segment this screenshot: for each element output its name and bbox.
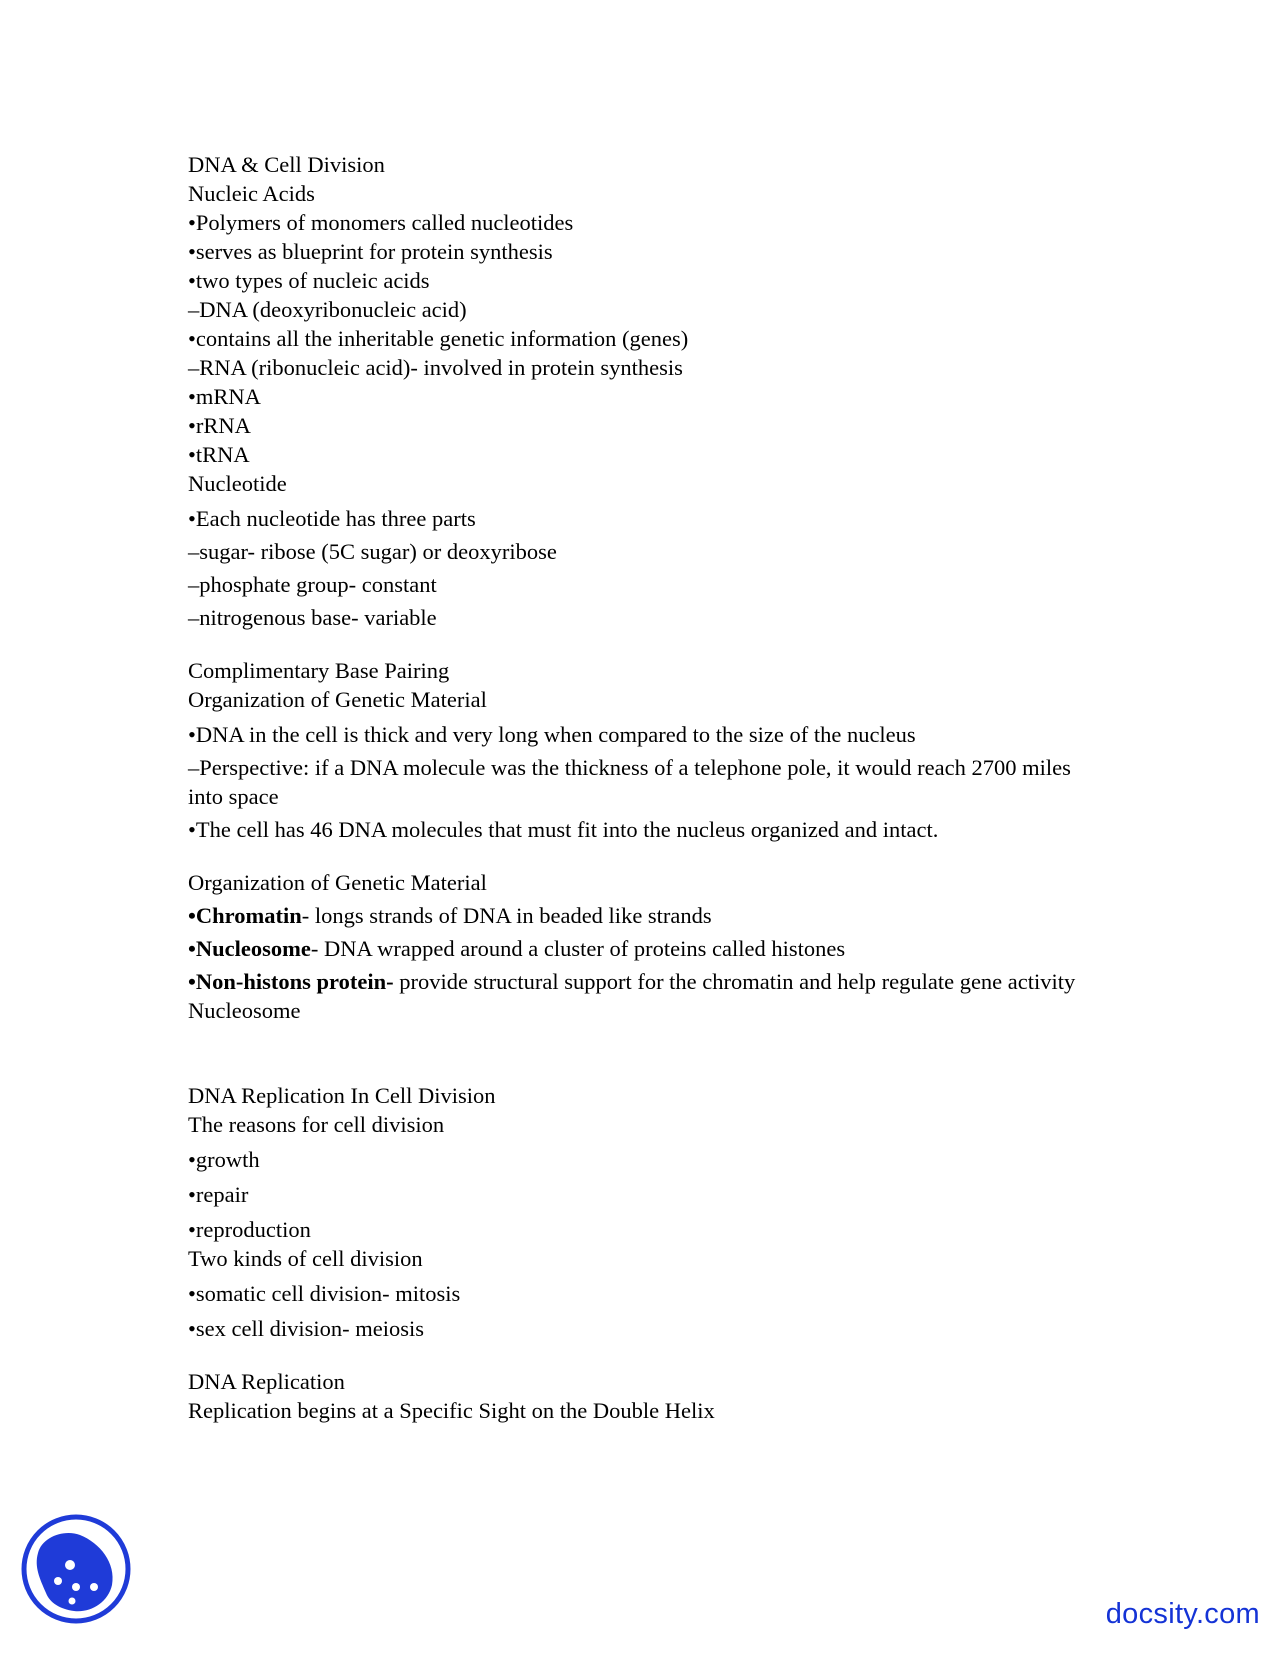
bullet-line: •two types of nucleic acids xyxy=(188,268,430,293)
term-line-nonhiston xyxy=(188,967,1078,996)
dash-line: –Perspective: if a DNA molecule was the thickness of a telephone pole, it would reach 2700 miles into space xyxy=(188,755,1071,809)
term-nucleosome: •Nucleosome xyxy=(188,936,311,961)
section-heading: The reasons for cell division xyxy=(188,1112,445,1137)
document-body xyxy=(188,150,1078,1425)
section-heading: Nucleosome xyxy=(188,998,301,1023)
term-nucleosome-def: - DNA wrapped around a cluster of proteins called histones xyxy=(310,936,846,961)
term-chromatin: •Chromatin xyxy=(188,903,302,928)
dash-line: –DNA (deoxyribonucleic acid) xyxy=(188,297,467,322)
bullet-line: •Each nucleotide has three parts xyxy=(188,506,476,531)
section-heading: Nucleotide xyxy=(188,471,287,496)
bullet-line: •repair xyxy=(188,1182,249,1207)
bullet-line: •sex cell division- meiosis xyxy=(188,1316,424,1341)
bullet-line: •Polymers of monomers called nucleotides xyxy=(188,210,574,235)
bullet-line: •somatic cell division- mitosis xyxy=(188,1281,461,1306)
bullet-line: •The cell has 46 DNA molecules that must fit into the nucleus organized and intact. xyxy=(188,817,939,842)
dash-line: –RNA (ribonucleic acid)- involved in protein synthesis xyxy=(188,355,683,380)
bullet-line: •mRNA xyxy=(188,384,261,409)
dash-line: –sugar- ribose (5C sugar) or deoxyribose xyxy=(188,539,557,564)
section-heading: Replication begins at a Specific Sight on the Double Helix xyxy=(188,1398,715,1423)
term-line-chromatin xyxy=(188,901,1078,930)
section-heading: DNA Replication xyxy=(188,1369,345,1394)
bullet-line: •contains all the inheritable genetic information (genes) xyxy=(188,326,689,351)
term-nonhiston: •Non-histons protein- xyxy=(188,969,394,994)
bullet-line: •rRNA xyxy=(188,413,251,438)
dash-line: –phosphate group- constant xyxy=(188,572,437,597)
term-nonhiston-def: provide structural support for the chromatin and help regulate gene activity xyxy=(393,969,1076,994)
bullet-line: •reproduction xyxy=(188,1217,311,1242)
section-heading: Nucleic Acids xyxy=(188,181,315,206)
bullet-line: •tRNA xyxy=(188,442,250,467)
term-chromatin-def: - longs strands of DNA in beaded like strands xyxy=(301,903,712,928)
dash-line: –nitrogenous base- variable xyxy=(188,605,437,630)
section-heading: Complimentary Base Pairing xyxy=(188,658,450,683)
section-heading: Two kinds of cell division xyxy=(188,1246,423,1271)
section-heading: Organization of Genetic Material xyxy=(188,870,487,895)
bullet-line: •serves as blueprint for protein synthesis xyxy=(188,239,553,264)
section-heading: Organization of Genetic Material xyxy=(188,687,487,712)
bullet-line: •DNA in the cell is thick and very long when compared to the size of the nucleus xyxy=(188,722,916,747)
term-line-nucleosome xyxy=(188,934,1078,963)
doc-title: DNA & Cell Division xyxy=(188,152,385,177)
docsity-brand-link[interactable]: docsity.com xyxy=(1105,1598,1260,1630)
docsity-logo-icon[interactable] xyxy=(20,1513,132,1625)
bullet-line: •growth xyxy=(188,1147,260,1172)
section-heading: DNA Replication In Cell Division xyxy=(188,1083,496,1108)
